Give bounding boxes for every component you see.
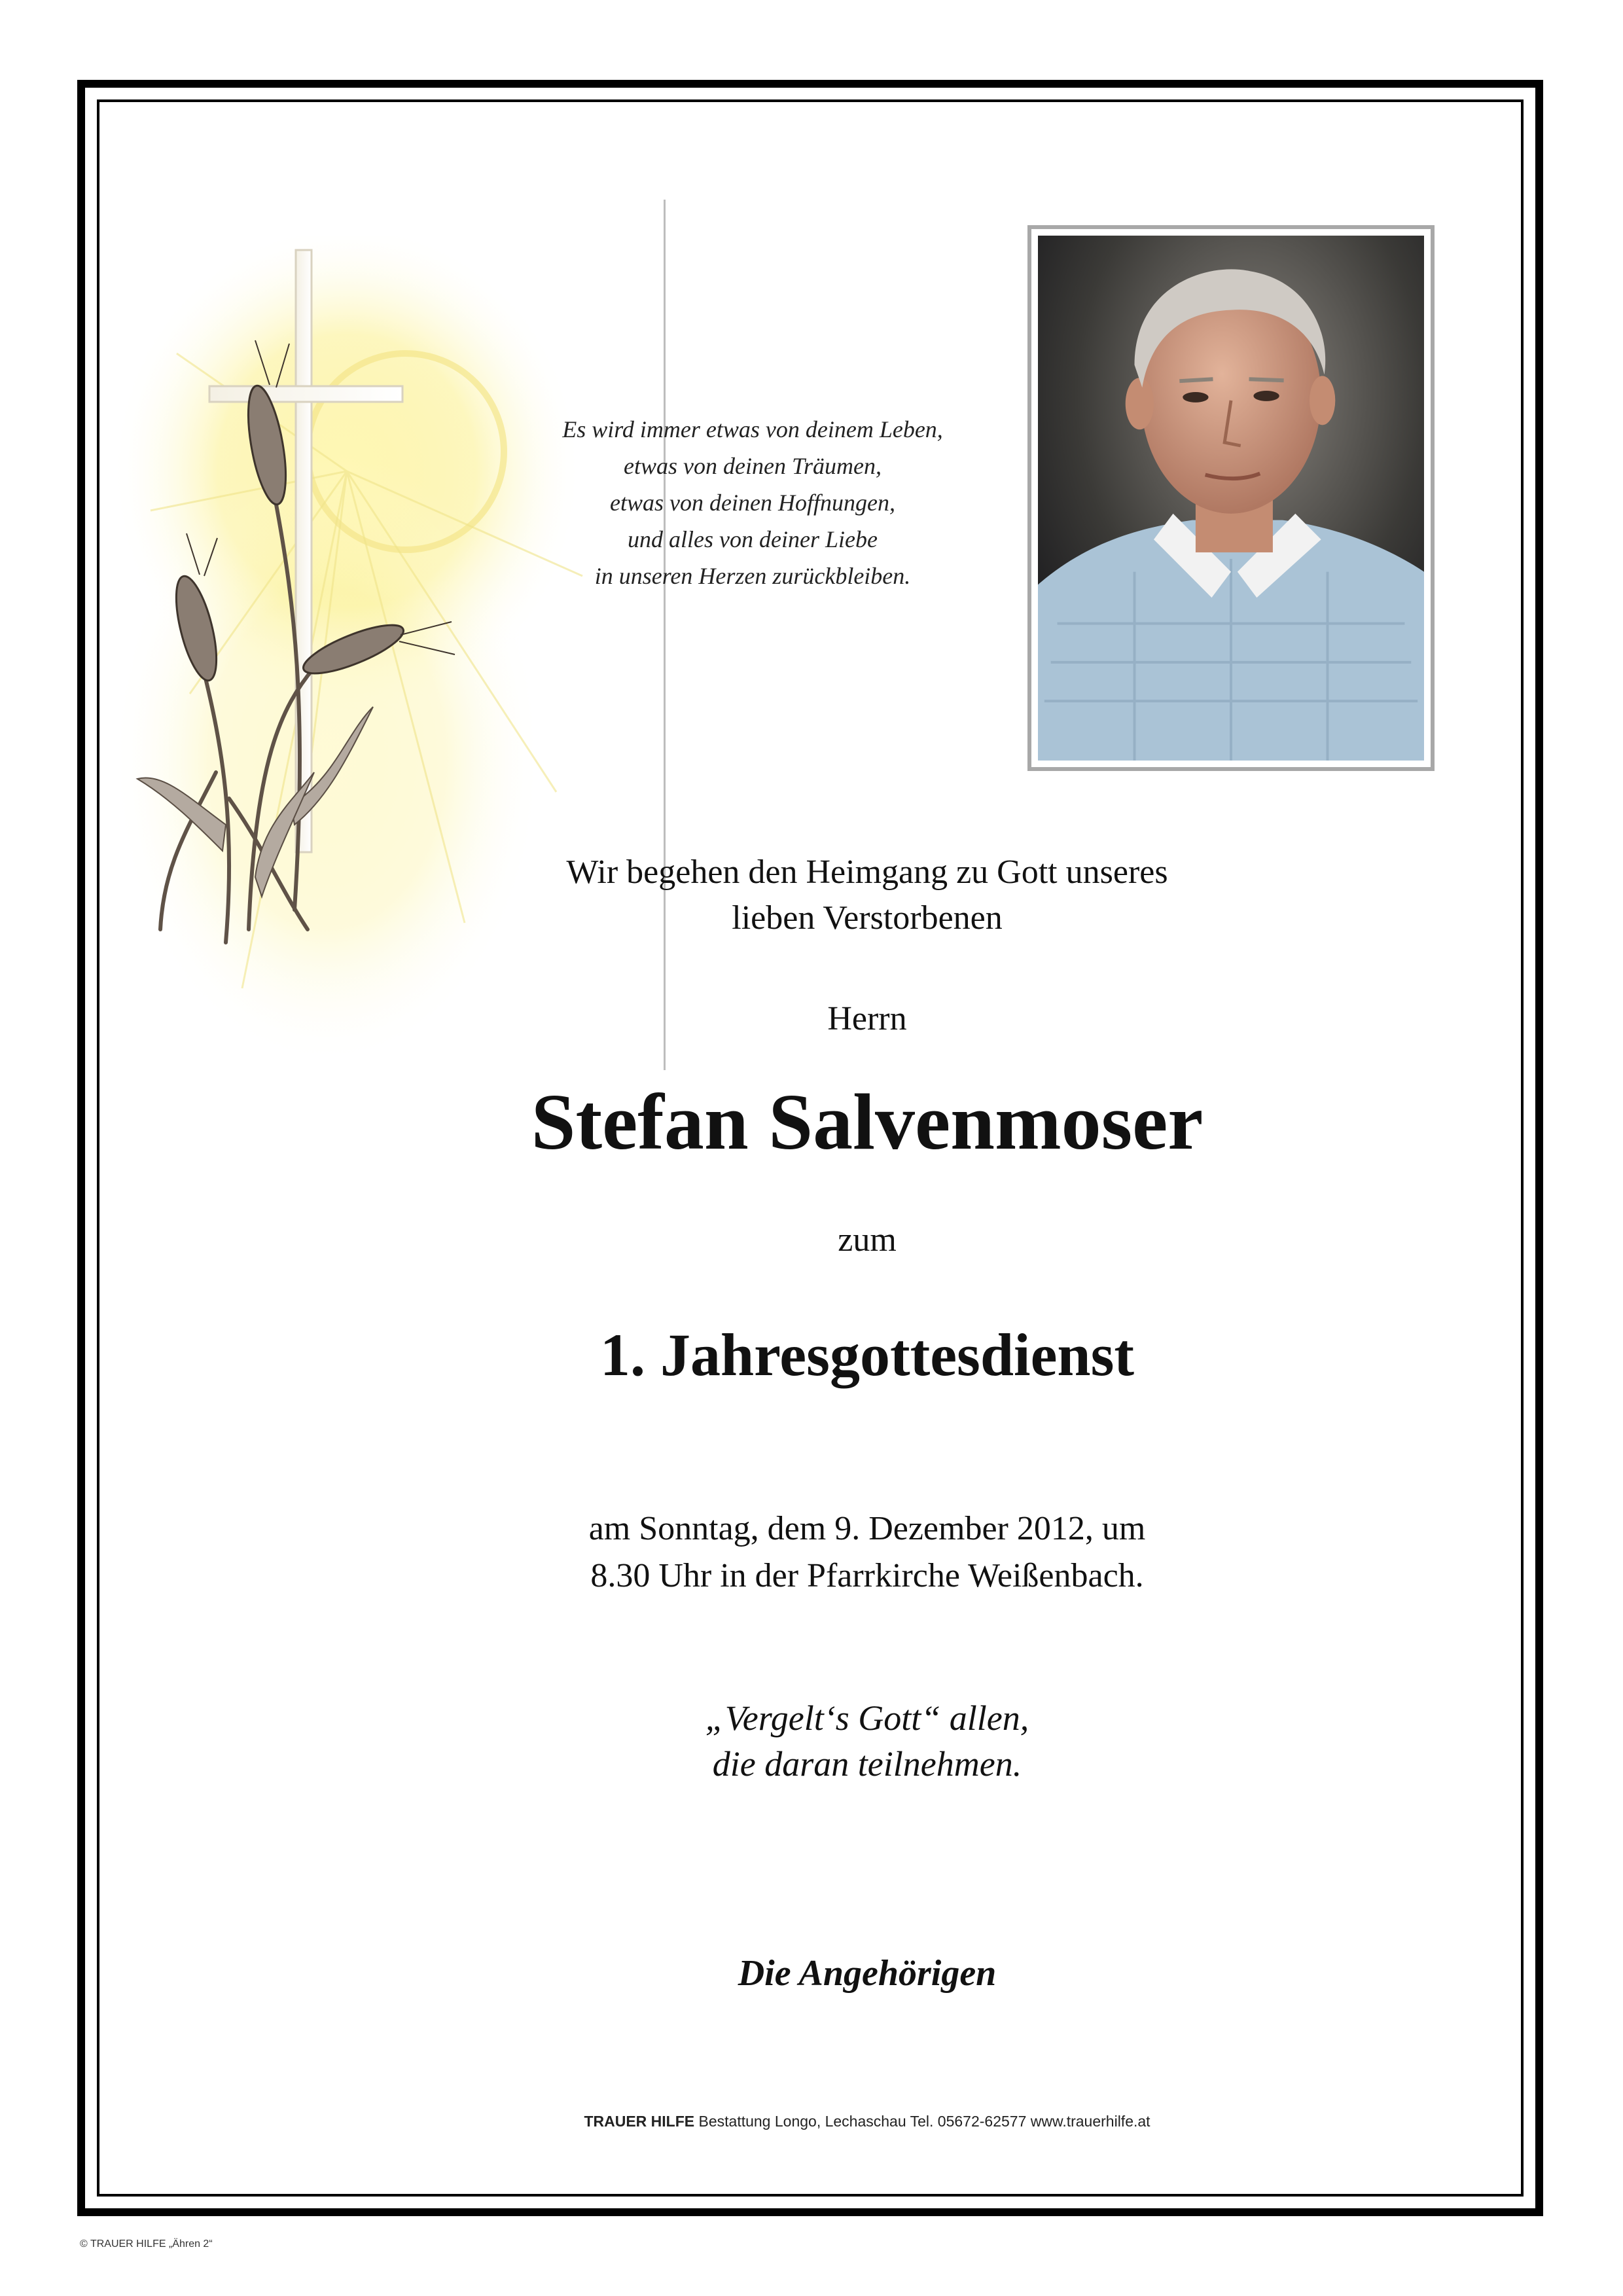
poem-line: Es wird immer etwas von deinem Leben,	[562, 416, 943, 442]
copyright: © TRAUER HILFE „Ähren 2“	[80, 2238, 213, 2250]
intro-text	[458, 850, 1276, 941]
service-title: 1. Jahresgottesdienst	[599, 1321, 1135, 1388]
poem-line: etwas von deinen Träumen,	[624, 453, 882, 479]
zum-label: zum	[838, 1221, 897, 1259]
poem-line: etwas von deinen Hoffnungen,	[610, 490, 895, 516]
imprint-text: Bestattung Longo, Lechaschau Tel. 05672-62577 www.trauerhilfe.at	[694, 2113, 1150, 2130]
poem	[458, 411, 1047, 594]
poem-line: in unseren Herzen zurückbleiben.	[594, 563, 911, 589]
deceased-name: Stefan Salvenmoser	[531, 1078, 1204, 1166]
imprint	[458, 2113, 1276, 2130]
details-line-1: am Sonntag, dem 9. Dezember 2012, um	[588, 1510, 1146, 1547]
salutation: Herrn	[827, 1000, 907, 1037]
imprint-brand: TRAUER HILFE	[584, 2113, 695, 2130]
signature: Die Angehörigen	[738, 1953, 997, 1994]
thanks-text	[458, 1695, 1276, 1787]
intro-line-2: lieben Verstorbenen	[732, 899, 1003, 937]
portrait-photo	[1038, 236, 1424, 761]
poem-line: und alles von deiner Liebe	[628, 526, 878, 552]
thanks-line-2: die daran teilnehmen.	[712, 1744, 1022, 1784]
intro-line-1: Wir begehen den Heimgang zu Gott unseres	[566, 853, 1168, 891]
thanks-line-1: „Vergelt‘s Gott“ allen,	[705, 1698, 1029, 1738]
cross-wheat-artwork	[98, 236, 622, 1086]
details-line-2: 8.30 Uhr in der Pfarrkirche Weißenbach.	[590, 1557, 1144, 1594]
service-details	[458, 1505, 1276, 1600]
photo-frame	[1027, 225, 1435, 771]
